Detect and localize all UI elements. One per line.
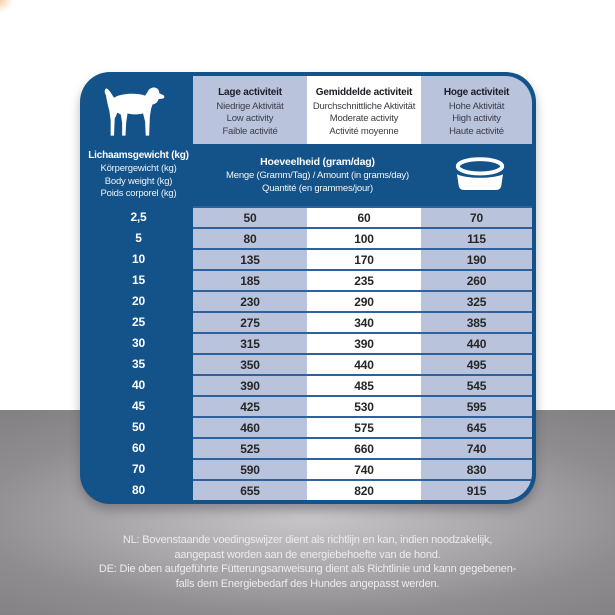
high-amount-cell: 260 (421, 269, 532, 290)
feeding-guide-table (80, 72, 536, 504)
low-amount-cell: 275 (193, 311, 307, 332)
moderate-amount-cell: 60 (307, 206, 421, 227)
low-activity-label-en: Low activity (226, 113, 274, 124)
column-header-moderate-activity (307, 76, 421, 144)
column-header-high-activity (421, 76, 532, 144)
weight-cell: 80 (132, 482, 145, 497)
disclaimer-line-4: falls dem Energiebedarf des Hundes angepasst werden. (175, 577, 440, 590)
dog-bowl-icon (428, 156, 532, 194)
weight-cell: 50 (132, 419, 145, 434)
high-amount-cell: 740 (421, 437, 532, 458)
feeding-guide-grid (84, 76, 532, 500)
high-amount-cell: 115 (421, 227, 532, 248)
high-amount-cell: 495 (421, 353, 532, 374)
high-amount-cell: 70 (421, 206, 532, 227)
low-amount-cell: 230 (193, 290, 307, 311)
high-activity-label-fr: Haute activité (449, 125, 504, 137)
moderate-amount-cell: 530 (307, 395, 421, 416)
high-amount-cell: 440 (421, 332, 532, 353)
weight-cell: 40 (132, 377, 145, 392)
disclaimer-line-3: DE: Die oben aufgeführte Fütterungsanweisung dient als Richtlinie und kann gegebenen- (98, 563, 517, 575)
body-weight-label-fr: Poids corporel (kg) (100, 188, 177, 200)
low-amount-cell: 590 (193, 458, 307, 479)
amount-label-nl: Hoeveelheid (gram/dag) (260, 156, 375, 168)
high-amount-cell: 190 (421, 248, 532, 269)
moderate-amount-cell: 740 (307, 458, 421, 479)
moderate-amount-cell: 340 (307, 311, 421, 332)
dog-icon (84, 76, 193, 144)
weight-cell: 70 (132, 461, 145, 476)
high-amount-cell: 830 (421, 458, 532, 479)
high-amount-cell: 645 (421, 416, 532, 437)
low-amount-cell: 80 (193, 227, 307, 248)
moderate-activity-label-de: Durchschnittliche Aktivität (312, 100, 416, 112)
high-activity-label-nl: Hoge activiteit (443, 87, 510, 98)
body-weight-label-nl: Lichaamsgewicht (kg) (88, 150, 189, 162)
low-activity-label-fr: Faible activité (222, 125, 278, 137)
weight-cell: 15 (132, 272, 145, 287)
weight-cell: 10 (132, 251, 145, 266)
weight-cell: 20 (132, 293, 145, 308)
disclaimer-text (0, 533, 615, 591)
moderate-amount-cell: 170 (307, 248, 421, 269)
weight-cell: 5 (135, 230, 142, 245)
low-amount-cell: 315 (193, 332, 307, 353)
weight-cell: 60 (132, 440, 145, 455)
high-activity-label-de: Hohe Aktivität (448, 100, 505, 112)
low-amount-cell: 525 (193, 437, 307, 458)
moderate-amount-cell: 290 (307, 290, 421, 311)
low-activity-label-de: Niedrige Aktivität (216, 100, 284, 112)
body-weight-label-de: Körpergewicht (kg) (100, 163, 177, 175)
moderate-amount-cell: 235 (307, 269, 421, 290)
low-amount-cell: 460 (193, 416, 307, 437)
high-amount-cell: 545 (421, 374, 532, 395)
moderate-amount-cell: 390 (307, 332, 421, 353)
weight-cell: 30 (132, 335, 145, 350)
low-activity-label-nl: Lage activiteit (218, 87, 282, 98)
disclaimer-line-1: NL: Bovenstaande voedingswijzer dient als richtlijn en kan, indien noodzakelijk, (122, 534, 493, 546)
weight-cell: 2,5 (130, 209, 147, 224)
high-amount-cell: 385 (421, 311, 532, 332)
low-amount-cell: 655 (193, 479, 307, 500)
high-activity-label-en: High activity (452, 113, 501, 124)
moderate-amount-cell: 660 (307, 437, 421, 458)
weight-cell: 25 (132, 314, 145, 329)
amount-banner (193, 144, 532, 206)
moderate-amount-cell: 820 (307, 479, 421, 500)
body-weight-label-en: Body weight (kg) (104, 175, 173, 187)
weight-cell: 45 (132, 398, 145, 413)
low-amount-cell: 185 (193, 269, 307, 290)
low-amount-cell: 390 (193, 374, 307, 395)
high-amount-cell: 595 (421, 395, 532, 416)
amount-banner-text (193, 156, 428, 194)
low-amount-cell: 425 (193, 395, 307, 416)
body-weight-header (84, 144, 193, 206)
moderate-amount-cell: 485 (307, 374, 421, 395)
moderate-activity-label-nl: Gemiddelde activiteit (315, 87, 413, 98)
high-amount-cell: 325 (421, 290, 532, 311)
weight-cell: 35 (132, 356, 145, 371)
low-amount-cell: 50 (193, 206, 307, 227)
moderate-amount-cell: 440 (307, 353, 421, 374)
column-header-low-activity (193, 76, 307, 144)
moderate-amount-cell: 575 (307, 416, 421, 437)
corner-artifact (0, 0, 12, 12)
low-amount-cell: 350 (193, 353, 307, 374)
amount-label-fr: Quantité (en grammes/jour) (262, 182, 373, 194)
high-amount-cell: 915 (421, 479, 532, 500)
disclaimer-line-2: aangepast worden aan de energiebehoefte van de hond. (174, 548, 441, 561)
moderate-activity-label-en: Moderate activity (329, 113, 399, 124)
moderate-amount-cell: 100 (307, 227, 421, 248)
low-amount-cell: 135 (193, 248, 307, 269)
moderate-activity-label-fr: Activité moyenne (329, 125, 399, 137)
amount-label-de-en: Menge (Gramm/Tag) / Amount (in grams/day) (226, 170, 409, 181)
